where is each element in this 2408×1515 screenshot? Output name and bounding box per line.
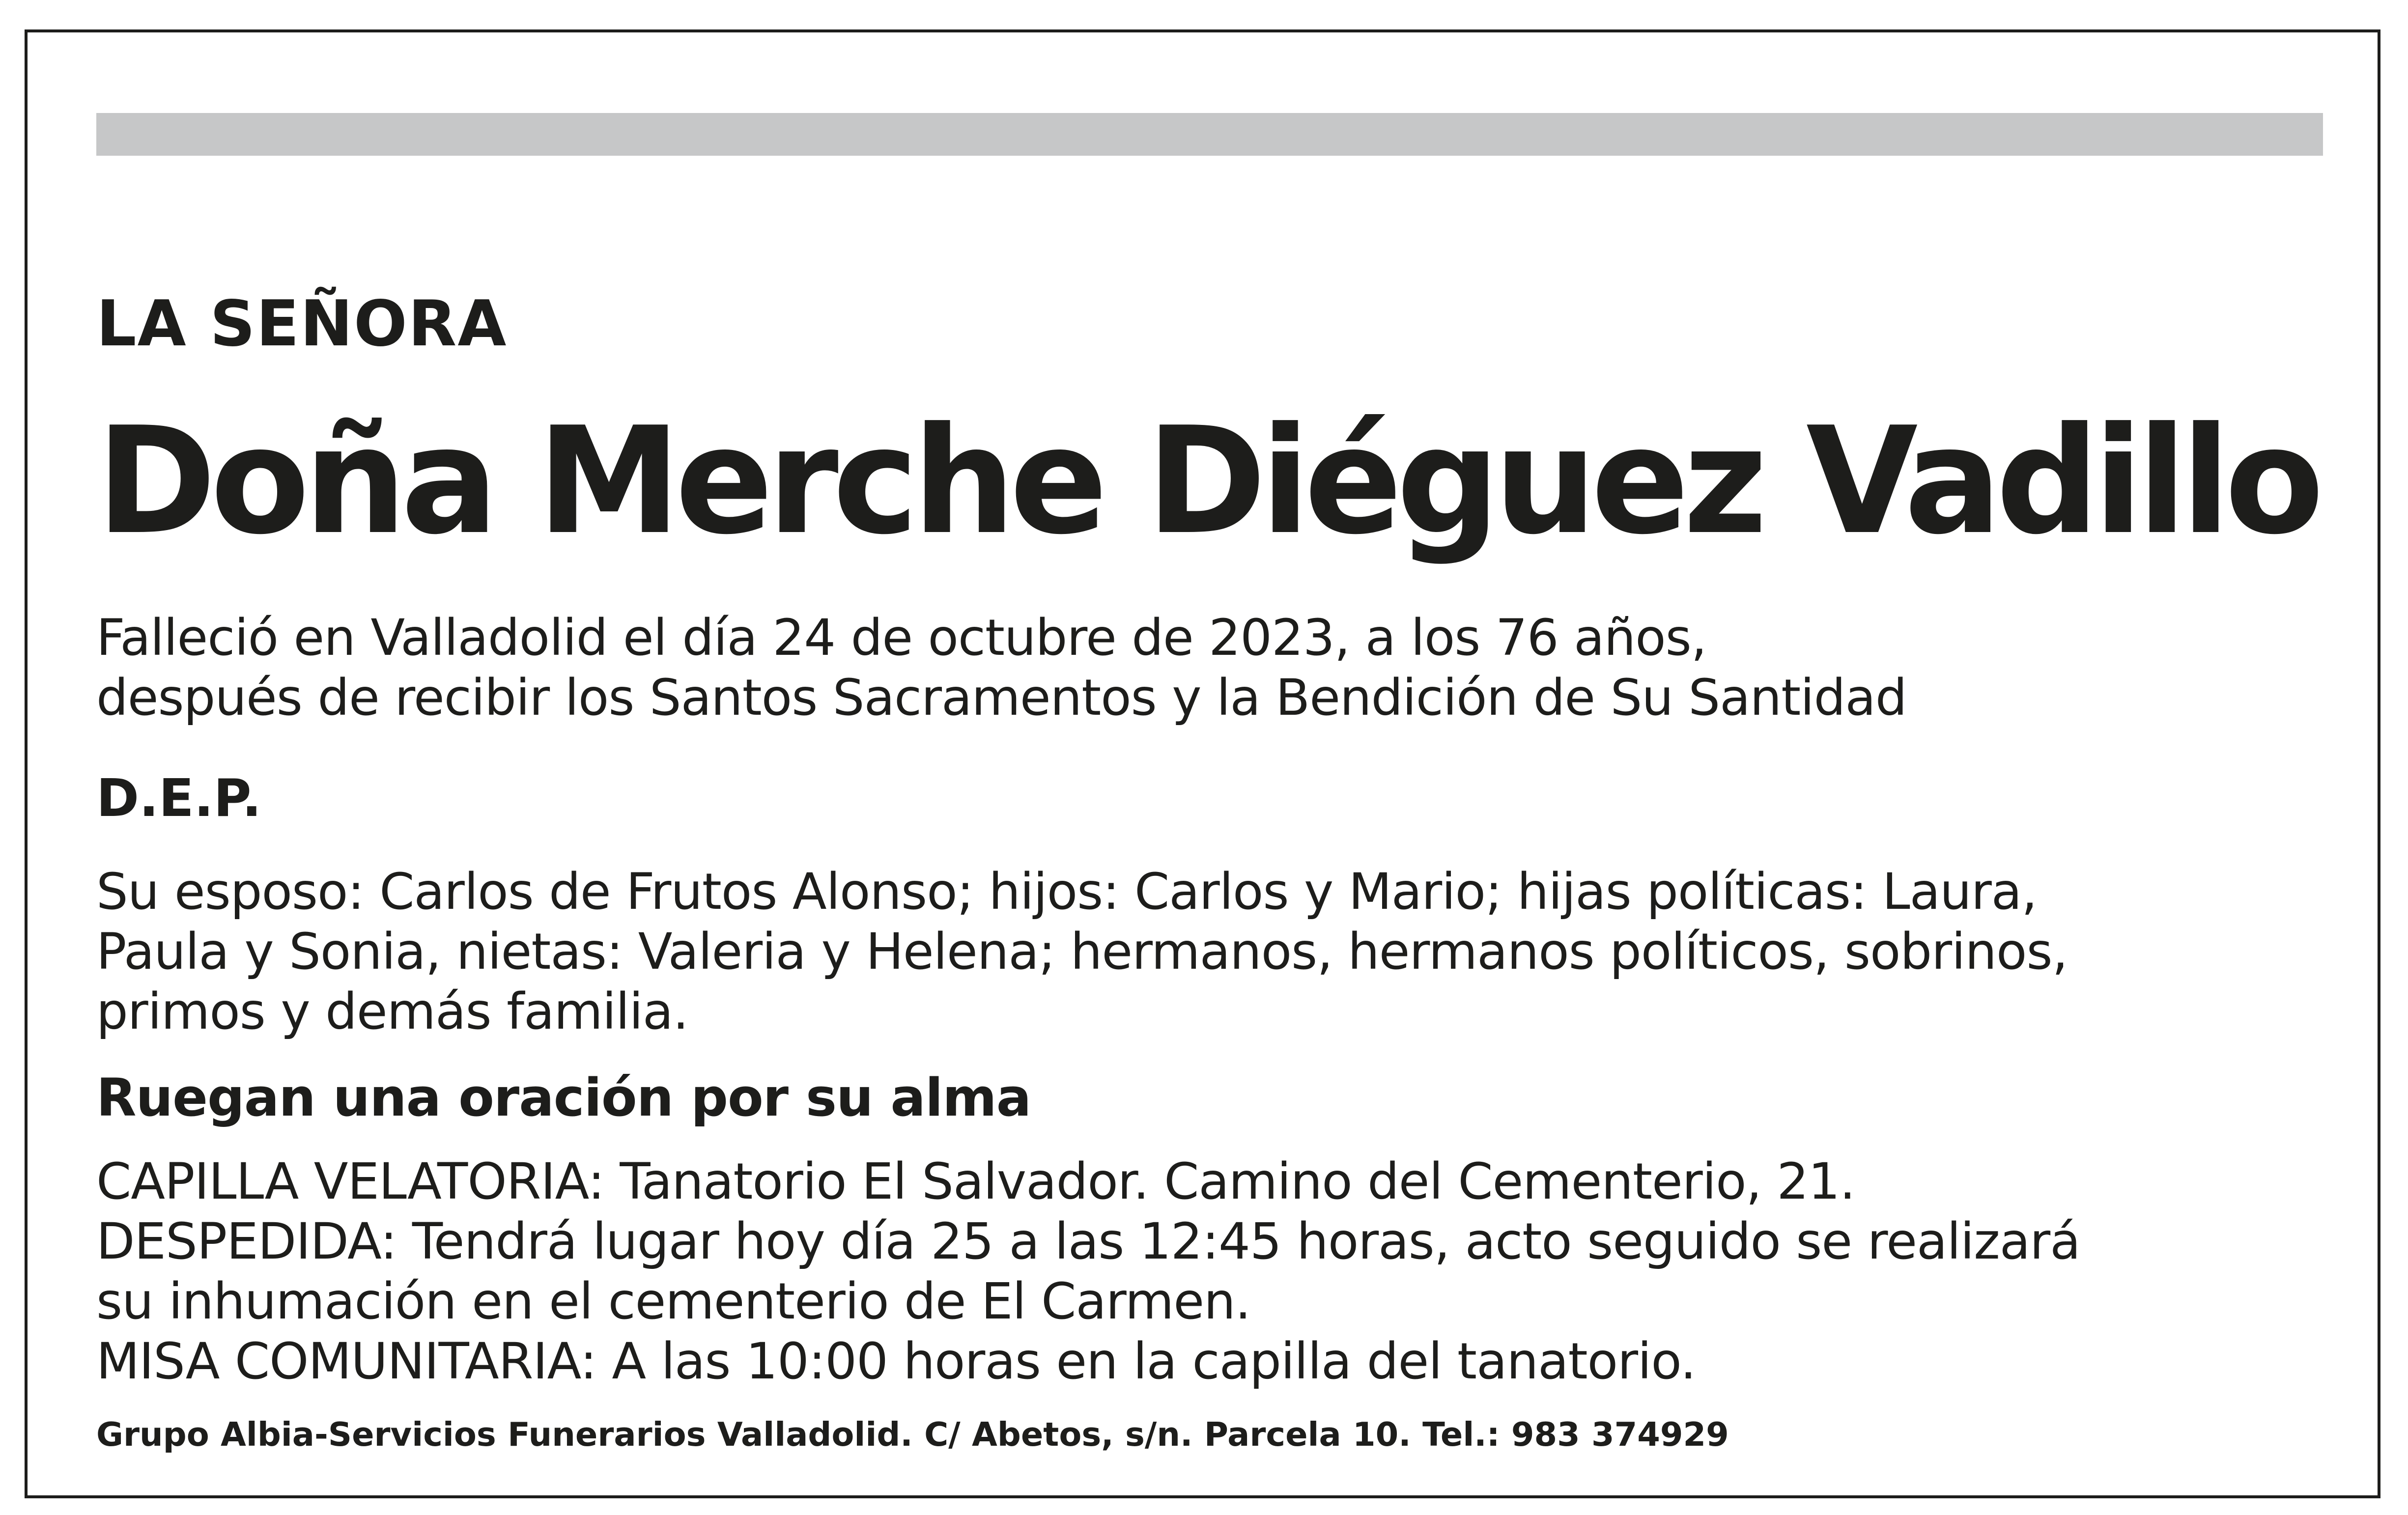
prayer-request: Ruegan una oración por su alma bbox=[96, 1067, 1031, 1128]
funeral-home-info: Grupo Albia-Servicios Funerarios Valladolid. C/ Abetos, s/n. Parcela 10. Tel.: 983 374929 bbox=[96, 1415, 1729, 1454]
service-line: su inhumación en el cementerio de El Carmen. bbox=[96, 1272, 1251, 1331]
service-details bbox=[96, 1152, 2080, 1392]
service-line: CAPILLA VELATORIA: Tanatorio El Salvador. Camino del Cementerio, 21. bbox=[96, 1152, 1855, 1211]
family-line: primos y demás familia. bbox=[96, 982, 688, 1041]
honorific: LA SEÑORA bbox=[96, 287, 508, 361]
dep-label: D.E.P. bbox=[96, 768, 262, 828]
family-line: Paula y Sonia, nietas: Valeria y Helena; hermanos, hermanos políticos, sobrinos, bbox=[96, 923, 2068, 981]
service-line: DESPEDIDA: Tendrá lugar hoy día 25 a las 12:45 horas, acto seguido se realizará bbox=[96, 1212, 2080, 1271]
deceased-name: Doña Merche Diéguez Vadillo bbox=[96, 395, 2319, 567]
service-line: MISA COMUNITARIA: A las 10:00 horas en la capilla del tanatorio. bbox=[96, 1332, 1696, 1391]
death-line: después de recibir los Santos Sacramentos y la Bendición de Su Santidad bbox=[96, 669, 1907, 727]
family-list bbox=[96, 862, 2068, 1042]
header-bar bbox=[96, 113, 2323, 156]
death-details bbox=[96, 608, 1907, 728]
family-line: Su esposo: Carlos de Frutos Alonso; hijos: Carlos y Mario; hijas políticas: Laura, bbox=[96, 863, 2037, 921]
death-line: Falleció en Valladolid el día 24 de octubre de 2023, a los 76 años, bbox=[96, 609, 1707, 667]
